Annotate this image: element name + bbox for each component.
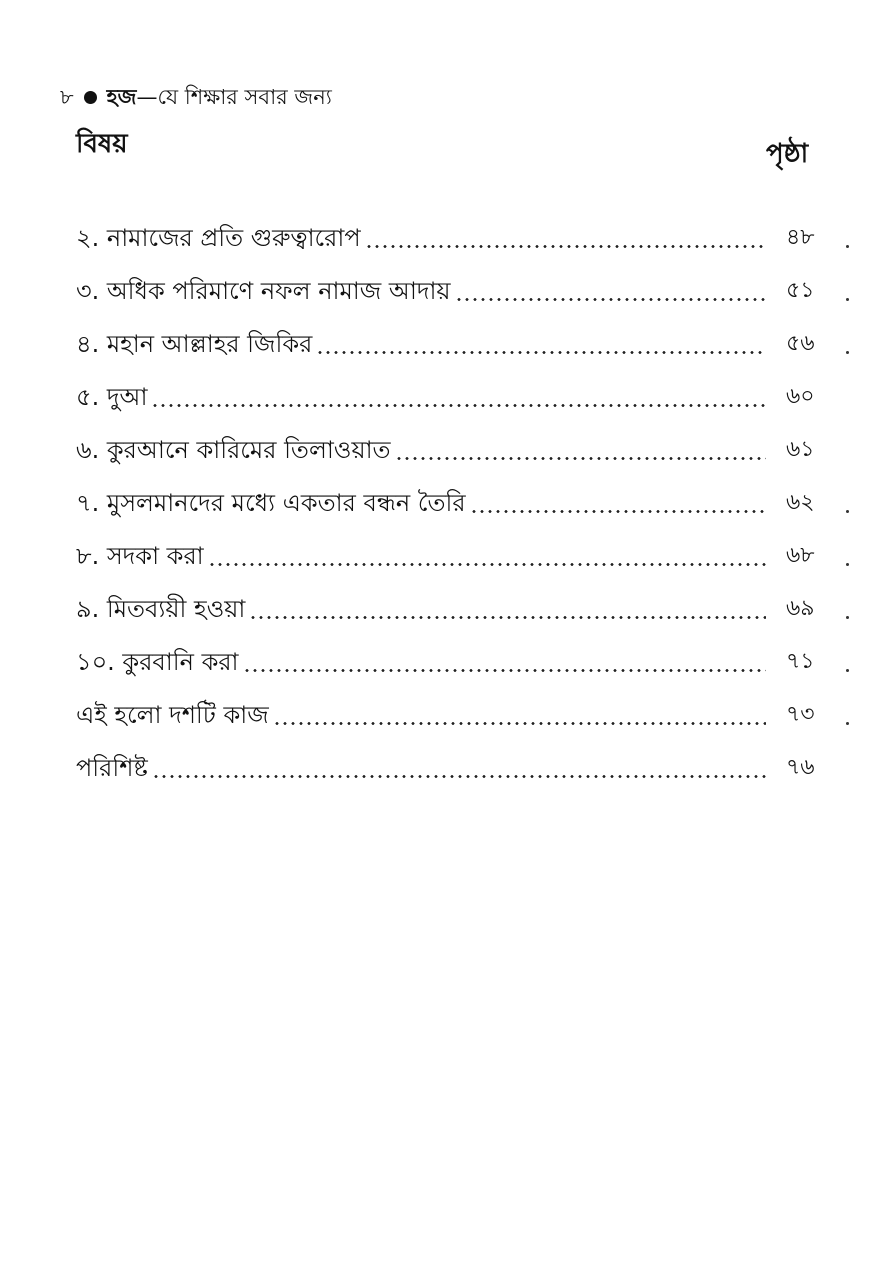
toc-entry-title: ৯. মিতব্যয়ী হওয়া bbox=[76, 595, 246, 623]
page-number: ৮ bbox=[60, 85, 74, 109]
toc-entry-title: ৭. মুসলমানদের মধ্যে একতার বন্ধন তৈরি bbox=[76, 489, 466, 517]
toc-row bbox=[76, 415, 846, 468]
toc-entry-page: ৫১ bbox=[786, 278, 815, 303]
toc-row bbox=[76, 468, 846, 521]
toc-entry-page: ৬৮ bbox=[786, 543, 815, 568]
toc-row bbox=[76, 733, 846, 786]
toc-entry-page: ৪৮ bbox=[786, 225, 815, 250]
scan-mark bbox=[846, 510, 849, 513]
toc-entry-title: পরিশিষ্ট bbox=[76, 754, 148, 782]
scan-mark bbox=[846, 245, 849, 248]
toc-row bbox=[76, 627, 846, 680]
scan-mark bbox=[846, 298, 849, 301]
dot-leader bbox=[151, 404, 766, 407]
toc-entry-page: ৬৯ bbox=[786, 596, 815, 621]
dot-leader bbox=[316, 351, 766, 354]
scan-mark bbox=[846, 616, 849, 619]
subject-column-header: বিষয় bbox=[76, 129, 128, 159]
toc-entry-title: ১০. কুরবানি করা bbox=[76, 648, 239, 676]
toc-entry-title: ২. নামাজের প্রতি গুরুত্বারোপ bbox=[76, 224, 361, 252]
scan-mark bbox=[846, 722, 849, 725]
dot-leader bbox=[395, 457, 766, 460]
scan-mark bbox=[846, 351, 849, 354]
toc-row bbox=[76, 362, 846, 415]
dot-leader bbox=[470, 510, 766, 513]
toc-entry-page: ৭৬ bbox=[786, 755, 815, 780]
toc-entry-page: ৬০ bbox=[786, 384, 815, 409]
scan-mark bbox=[846, 669, 849, 672]
toc-entry-title: ৮. সদকা করা bbox=[76, 542, 204, 570]
bullet-icon bbox=[84, 91, 97, 104]
book-subtitle: —যে শিক্ষার সবার জন্য bbox=[136, 85, 332, 109]
scan-mark bbox=[846, 563, 849, 566]
page-column-header: পৃষ্ঠা bbox=[766, 139, 809, 169]
toc-row bbox=[76, 256, 846, 309]
toc-entry-title: ৩. অধিক পরিমাণে নফল নামাজ আদায় bbox=[76, 277, 451, 305]
dot-leader bbox=[365, 245, 766, 248]
toc-row bbox=[76, 309, 846, 362]
dot-leader bbox=[249, 616, 766, 619]
toc-entry-page: ৭১ bbox=[786, 649, 815, 674]
running-head bbox=[60, 82, 332, 112]
toc-row bbox=[76, 521, 846, 574]
toc-entry-title: ৫. দুআ bbox=[76, 383, 148, 411]
toc-entry-title: ৪. মহান আল্লাহর জিকির bbox=[76, 330, 313, 358]
dot-leader bbox=[273, 722, 766, 725]
toc-entry-title: এই হলো দশটি কাজ bbox=[76, 701, 269, 729]
toc-row bbox=[76, 203, 846, 256]
toc-entry-page: ৬১ bbox=[786, 437, 815, 462]
toc-entry-page: ৬২ bbox=[786, 490, 815, 515]
toc-row bbox=[76, 680, 846, 733]
dot-leader bbox=[152, 775, 766, 778]
dot-leader bbox=[208, 563, 766, 566]
book-name: হজ bbox=[106, 85, 137, 109]
dot-leader bbox=[455, 298, 766, 301]
table-of-contents bbox=[76, 203, 846, 786]
toc-entry-title: ৬. কুরআনে কারিমের তিলাওয়াত bbox=[76, 436, 391, 464]
dot-leader bbox=[243, 669, 766, 672]
toc-entry-page: ৭৩ bbox=[786, 702, 815, 727]
toc-entry-page: ৫৬ bbox=[786, 331, 815, 356]
toc-row bbox=[76, 574, 846, 627]
